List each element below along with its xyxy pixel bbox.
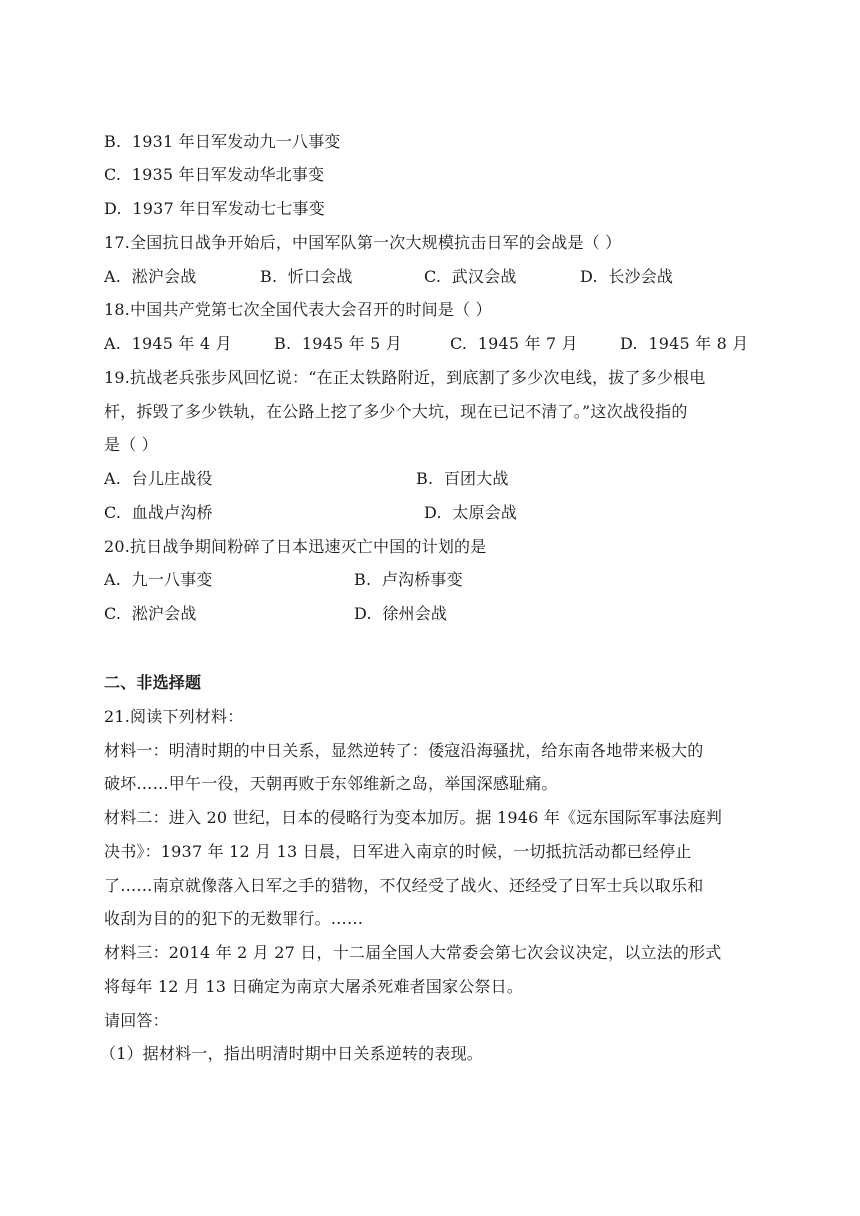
material-line-1: 材料一：明清时期的中日关系，显然逆转了：倭寇沿海骚扰，给东南各地带来极大的: [104, 741, 704, 760]
q19-option-a: A. 台儿庄战役: [104, 469, 213, 488]
q18-option-c: C. 1945 年 7 月: [450, 334, 578, 353]
q20-option-a: A. 九一八事变: [104, 570, 213, 589]
q16-option-d: D. 1937 年日军发动七七事变: [104, 199, 325, 218]
answer-prompt: 请回答：: [104, 1011, 169, 1030]
material-line-6: 收刮为目的的犯下的无数罪行。……: [104, 909, 364, 928]
q20-options-row-1: [104, 567, 804, 593]
material-line-7: 材料三：2014 年 2 月 27 日，十二届全国人大常委会第七次会议决定，以立法的形式: [104, 943, 722, 962]
q19-option-b: B. 百团大战: [416, 469, 509, 488]
q20-option-d: D. 徐州会战: [354, 604, 448, 623]
sub-question-1: （1）据材料一，指出明清时期中日关系逆转的表现。: [100, 1044, 483, 1063]
q20-options-row-2: [104, 601, 804, 627]
q19-stem-line-1: 19.抗战老兵张步风回忆说：“在正太铁路附近，到底割了多少次电线，拔了多少根电: [104, 368, 706, 387]
q17-stem: 17.全国抗日战争开始后，中国军队第一次大规模抗击日军的会战是（ ）: [104, 233, 622, 252]
q16-option-c: C. 1935 年日军发动华北事变: [104, 165, 325, 184]
q16-option-b: B. 1931 年日军发动九一八事变: [104, 132, 341, 151]
q17-option-a: A. 淞沪会战: [104, 267, 197, 286]
q21-stem: 21.阅读下列材料：: [104, 707, 244, 726]
q18-stem: 18.中国共产党第七次全国代表大会召开的时间是（ ）: [104, 300, 492, 319]
q18-option-d: D. 1945 年 8 月: [620, 334, 749, 353]
material-line-4: 决书》：1937 年 12 月 13 日晨，日军进入南京的时候，一切抵抗活动都已经停止: [104, 842, 692, 861]
q18-option-a: A. 1945 年 4 月: [104, 334, 232, 353]
q20-option-c: C. 淞沪会战: [104, 604, 197, 623]
q18-option-b: B. 1945 年 5 月: [274, 334, 402, 353]
q17-option-b: B. 忻口会战: [260, 267, 353, 286]
q20-option-b: B. 卢沟桥事变: [354, 570, 463, 589]
q19-option-c: C. 血战卢沟桥: [104, 503, 213, 522]
q18-options-row: [104, 331, 804, 357]
section-heading: 二、非选择题: [104, 673, 202, 692]
q19-stem-line-3: 是（ ）: [104, 435, 158, 454]
material-line-2: 破坏……甲午一役，天朝再败于东邻维新之岛，举国深感耻痛。: [104, 774, 558, 793]
q19-options-row-2: [104, 500, 804, 526]
q19-option-d: D. 太原会战: [424, 503, 518, 522]
material-line-5: 了……南京就像落入日军之手的猎物，不仅经受了战火、还经受了日军士兵以取乐和: [104, 876, 704, 895]
q19-options-row-1: [104, 466, 804, 492]
q20-stem: 20.抗日战争期间粉碎了日本迅速灭亡中国的计划的是: [104, 537, 487, 556]
q17-option-c: C. 武汉会战: [424, 267, 517, 286]
q17-options-row: [104, 264, 804, 290]
material-line-8: 将每年 12 月 13 日确定为南京大屠杀死难者国家公祭日。: [104, 977, 524, 996]
q17-option-d: D. 长沙会战: [580, 267, 674, 286]
q19-stem-line-2: 杆，拆毁了多少铁轨，在公路上挖了多少个大坑，现在已记不清了。”这次战役指的: [104, 402, 688, 421]
material-line-3: 材料二：进入 20 世纪，日本的侵略行为变本加厉。据 1946 年《远东国际军事法庭判: [104, 808, 723, 827]
